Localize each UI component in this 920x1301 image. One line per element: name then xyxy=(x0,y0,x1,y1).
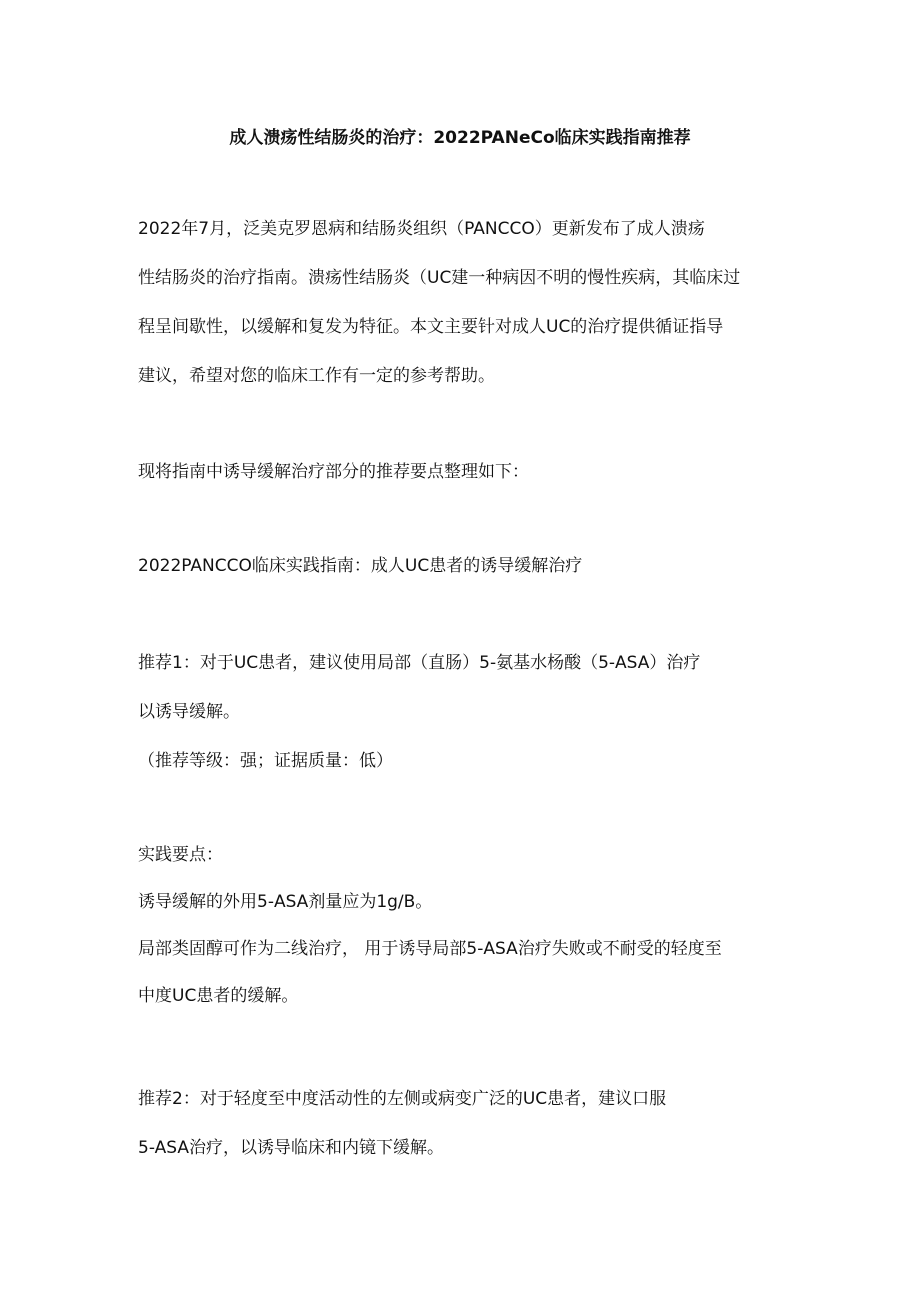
recommendation-1-line: 推荐1：对于UC患者，建议使用局部（直肠）5-氨基水杨酸（5-ASA）治疗 xyxy=(138,653,701,673)
document-title: 成人溃疡性结肠炎的治疗：2022PANeCo临床实践指南推荐 xyxy=(229,128,691,148)
recommendation-1 xyxy=(138,651,798,724)
recommendation-2 xyxy=(138,1087,798,1160)
recommendation-2-line: 5-ASA治疗，以诱导临床和内镜下缓解。 xyxy=(138,1138,444,1158)
practice-point-line: 中度UC患者的缓解。 xyxy=(138,986,299,1006)
recommendation-1-line: 以诱导缓解。 xyxy=(138,702,240,722)
intro-line: 性结肠炎的治疗指南。溃疡性结肠炎（UC建一种病因不明的慢性疾病，其临床过 xyxy=(138,268,741,288)
practice-point-line: 局部类固醇可作为二线治疗， 用于诱导局部5-ASA治疗失败或不耐受的轻度至 xyxy=(138,939,722,959)
intro-line: 程呈间歇性，以缓解和复发为特征。本文主要针对成人UC的治疗提供循证指导 xyxy=(138,317,724,337)
intro-paragraph xyxy=(138,217,798,388)
summary-intro: 现将指南中诱导缓解治疗部分的推荐要点整理如下： xyxy=(138,462,529,482)
intro-line: 建议，希望对您的临床工作有一定的参考帮助。 xyxy=(138,366,495,386)
intro-line: 2022年7月，泛美克罗恩病和结肠炎组织（PANCCO）更新发布了成人溃疡 xyxy=(138,219,705,239)
section-heading: 2022PANCCO临床实践指南：成人UC患者的诱导缓解治疗 xyxy=(138,556,583,576)
practice-point-dose: 诱导缓解的外用5-ASA剂量应为1g∕B。 xyxy=(138,892,433,912)
practice-points xyxy=(138,843,798,1031)
recommendation-2-line: 推荐2：对于轻度至中度活动性的左侧或病变广泛的UC患者，建议口服 xyxy=(138,1089,667,1109)
practice-points-heading: 实践要点： xyxy=(138,845,223,865)
recommendation-1-grade: （推荐等级：强；证据质量：低） xyxy=(138,751,393,771)
